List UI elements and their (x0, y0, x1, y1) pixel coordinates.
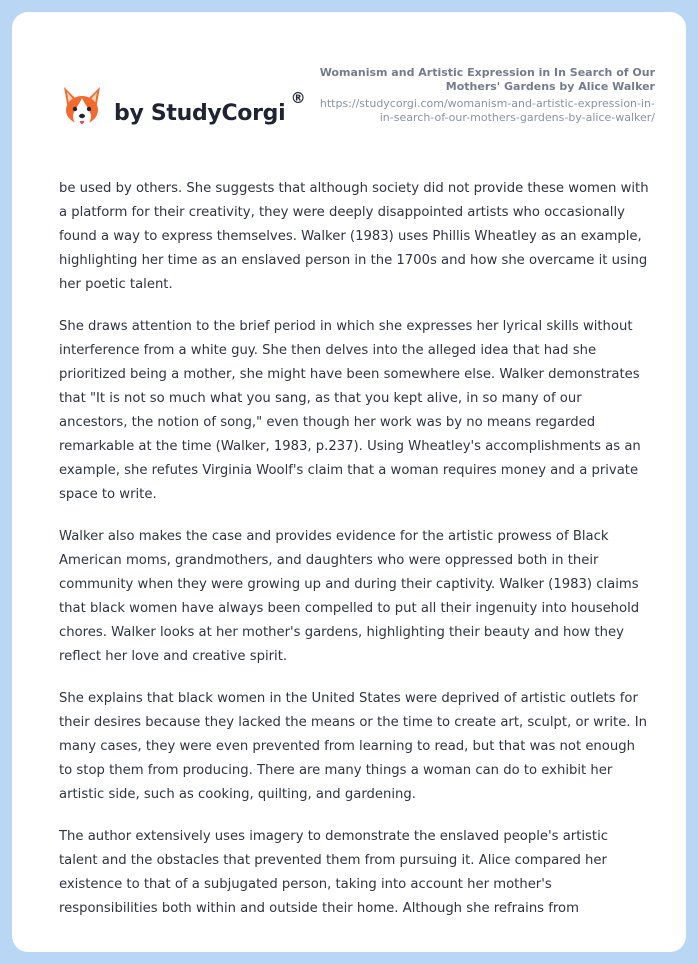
paragraph: She draws attention to the brief period in which she expresses her lyrical skills without interference from a white guy. She then delves into the alleged idea that had she prioritized being a mother, she might have been somewhere else. Walker demonstrates that "It is not so much what you sang, as that you kept alive, in so many of our ancestors, the notion of song," even though her work was by no means regarded remarkable at the time (Walker, 1983, p.237). Using Wheatley's accomplishments as an example, she refutes Virginia Woolf's claim that a woman requires money and a private space to write. (59, 319, 641, 502)
studycorgi-logo[interactable] (60, 76, 306, 138)
paragraph: be used by others. She suggests that although society did not provide these women with a platform for their creativity, they were deeply disappointed artists who occasionally found a way to express themselves. Walker (1983) uses Phillis Wheatley as an example, highlighting her time as an enslaved person in the 1700s and how she overcame it using her poetic talent. (59, 181, 649, 292)
document-url[interactable]: https://studycorgi.com/womanism-and-artistic-expression-in-in-search-of-our-mothers-gardens-by-alice-walker/ (319, 97, 655, 124)
document-page (12, 12, 686, 952)
paragraph: She explains that black women in the United States were deprived of artistic outlets for their desires because they lacked the means or the time to create art, sculpt, or write. In many cases, they were even prevented from learning to read, but that was not enough to stop them from producing. There are many things a woman can do to exhibit her artistic side, such as cooking, quilting, and gardening. (59, 691, 647, 802)
corgi-icon (60, 83, 104, 131)
brand-name: by StudyCorgi ® (114, 88, 306, 126)
document-header-info (315, 66, 655, 125)
document-title: Womanism and Artistic Expression in In Search of Our Mothers' Gardens by Alice Walker (319, 66, 655, 93)
essay-body (59, 177, 649, 939)
registered-mark: ® (290, 88, 306, 107)
paragraph: The author extensively uses imagery to demonstrate the enslaved people's artistic talent and the obstacles that prevented them from pursuing it. Alice compared her existence to that of a subjugated person, taking into account her mother's responsibilities both within and outside their home. Although she refrains from (59, 829, 609, 916)
paragraph: Walker also makes the case and provides evidence for the artistic prowess of Black American moms, grandmothers, and daughters who were oppressed both in their community when they were growing up and during their captivity. Walker (1983) claims that black women have always been compelled to put all their ingenuity into household chores. Walker looks at her mother's gardens, highlighting their beauty and how they reflect her love and creative spirit. (59, 529, 640, 664)
